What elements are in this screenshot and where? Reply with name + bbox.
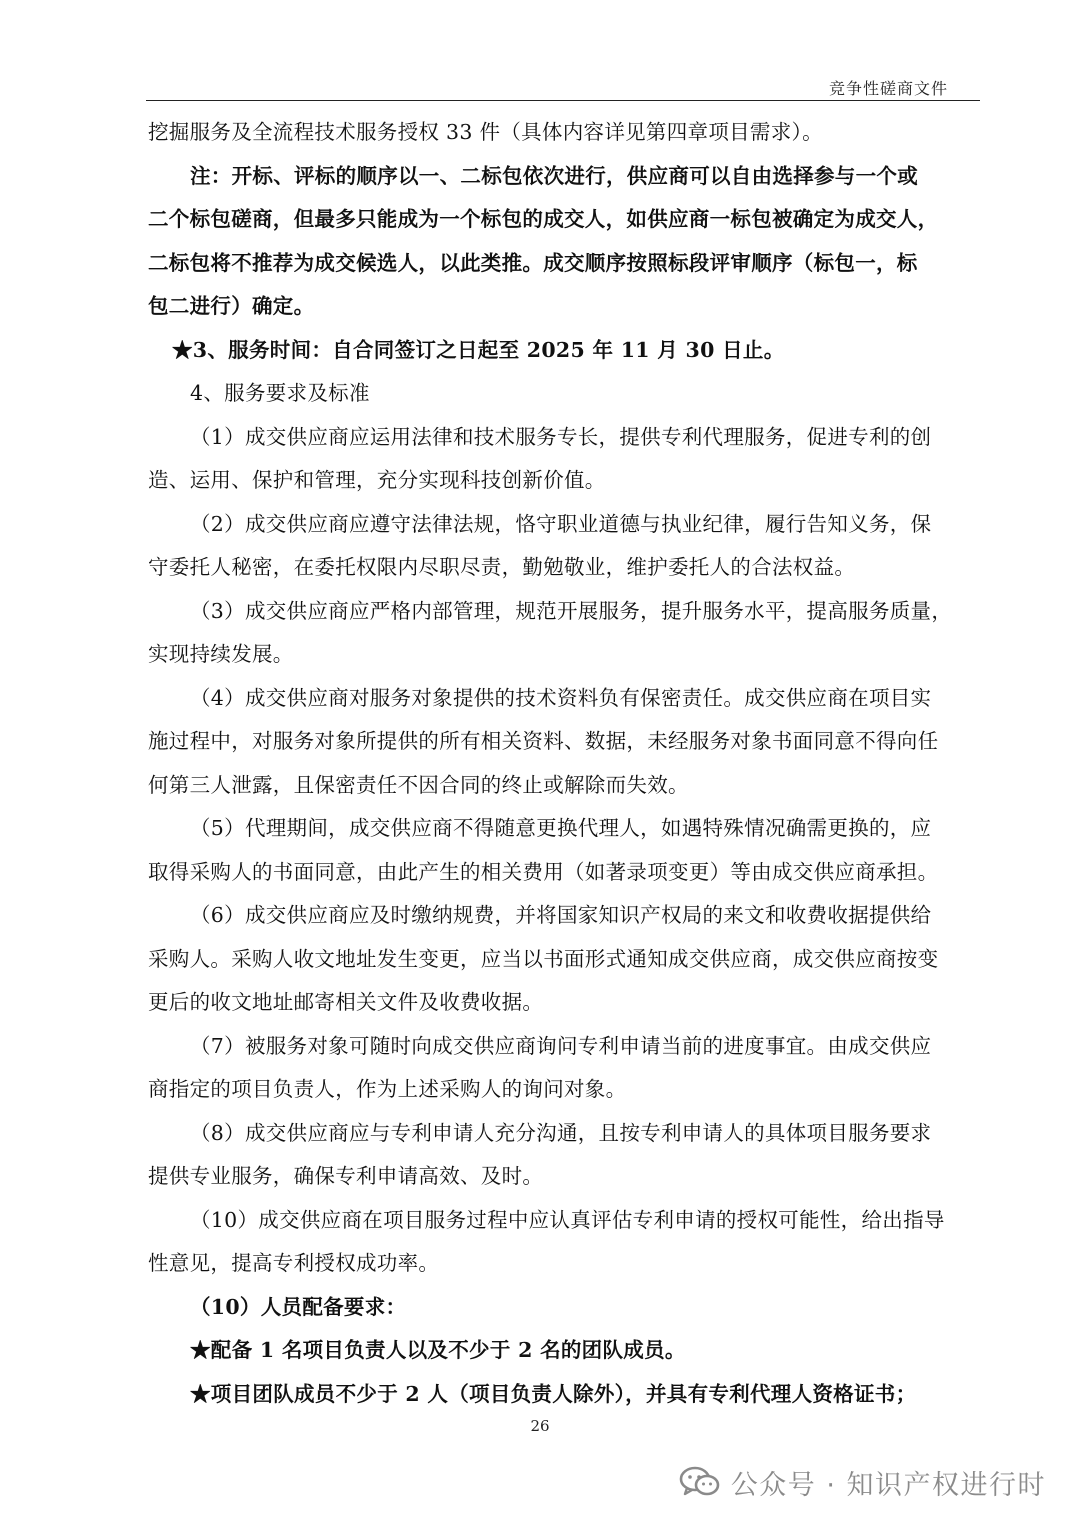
text-line: 二标包将不推荐为成交候选人，以此类推。成交顺序按照标段评审顺序（标包一，标 (148, 250, 918, 275)
header-title: 竞争性磋商文件 (828, 79, 948, 98)
page-header (146, 74, 980, 101)
text-line: 造、运用、保护和管理，充分实现科技创新价值。 (148, 468, 606, 492)
text-line: 注：开标、评标的顺序以一、二标包依次进行，供应商可以自由选择参与一个或 (190, 163, 918, 188)
text-line: （6）成交供应商应及时缴纳规费，并将国家知识产权局的来文和收费收据提供给 (190, 903, 932, 927)
text-line: ★配备 1 名项目负责人以及不少于 2 名的团队成员。 (190, 1338, 686, 1362)
text-line: （1）成交供应商应运用法律和技术服务专长，提供专利代理服务，促进专利的创 (190, 424, 932, 449)
text-line: 施过程中，对服务对象所提供的所有相关资料、数据，未经服务对象书面同意不得向任 (148, 729, 939, 753)
text-line: 更后的收文地址邮寄相关文件及收费收据。 (148, 990, 544, 1014)
text-line: 二个标包磋商，但最多只能成为一个标包的成交人，如供应商一标包被确定为成交人， (148, 207, 939, 231)
text-line: 4、服务要求及标准 (190, 381, 370, 405)
text-line: （2）成交供应商应遵守法律法规，恪守职业道德与执业纪律，履行告知义务，保 (190, 511, 932, 536)
text-line: 商指定的项目负责人，作为上述采购人的询问对象。 (148, 1077, 627, 1101)
text-line: （3）成交供应商应严格内部管理，规范开展服务，提升服务水平，提高服务质量， (190, 598, 953, 623)
text-line: 性意见，提高专利授权成功率。 (148, 1251, 440, 1275)
text-line: 守委托人秘密，在委托权限内尽职尽责，勤勉敬业，维护委托人的合法权益。 (148, 555, 856, 579)
text-line: 实现持续发展。 (148, 642, 294, 666)
wechat-icon (679, 1465, 721, 1499)
text-line: （4）成交供应商对服务对象提供的技术资料负有保密责任。成交供应商在项目实 (190, 685, 932, 710)
text-line: 包二进行）确定。 (148, 294, 315, 318)
watermark (679, 1462, 1046, 1502)
text-line: 采购人。采购人收文地址发生变更，应当以书面形式通知成交供应商，成交供应商按变 (148, 946, 939, 971)
text-line: （7）被服务对象可随时向成交供应商询问专利申请当前的进度事宜。由成交供应 (190, 1033, 932, 1058)
text-line: （5）代理期间，成交供应商不得随意更换代理人，如遇特殊情况确需更换的，应 (190, 816, 932, 840)
text-line: 挖掘服务及全流程技术服务授权 33 件（具体内容详见第四章项目需求）。 (148, 120, 823, 144)
text-line: （10）人员配备要求： (190, 1294, 407, 1319)
document-body (148, 111, 990, 1416)
watermark-text: 公众号 · 知识产权进行时 (730, 1469, 1046, 1501)
text-line: ★3、服务时间：自合同签订之日起至 2025 年 11 月 30 日止。 (172, 337, 785, 362)
text-line: （10）成交供应商在项目服务过程中应认真评估专利申请的授权可能性，给出指导 (190, 1207, 945, 1232)
text-line: 提供专业服务，确保专利申请高效、及时。 (148, 1164, 544, 1188)
text-line: 取得采购人的书面同意，由此产生的相关费用（如著录项变更）等由成交供应商承担。 (148, 859, 939, 884)
page-number: 26 (530, 1417, 550, 1435)
text-line: （8）成交供应商应与专利申请人充分沟通，且按专利申请人的具体项目服务要求 (190, 1120, 932, 1145)
text-line: 何第三人泄露，且保密责任不因合同的终止或解除而失效。 (148, 772, 689, 797)
text-line: ★项目团队成员不少于 2 人（项目负责人除外），并具有专利代理人资格证书； (190, 1381, 917, 1406)
